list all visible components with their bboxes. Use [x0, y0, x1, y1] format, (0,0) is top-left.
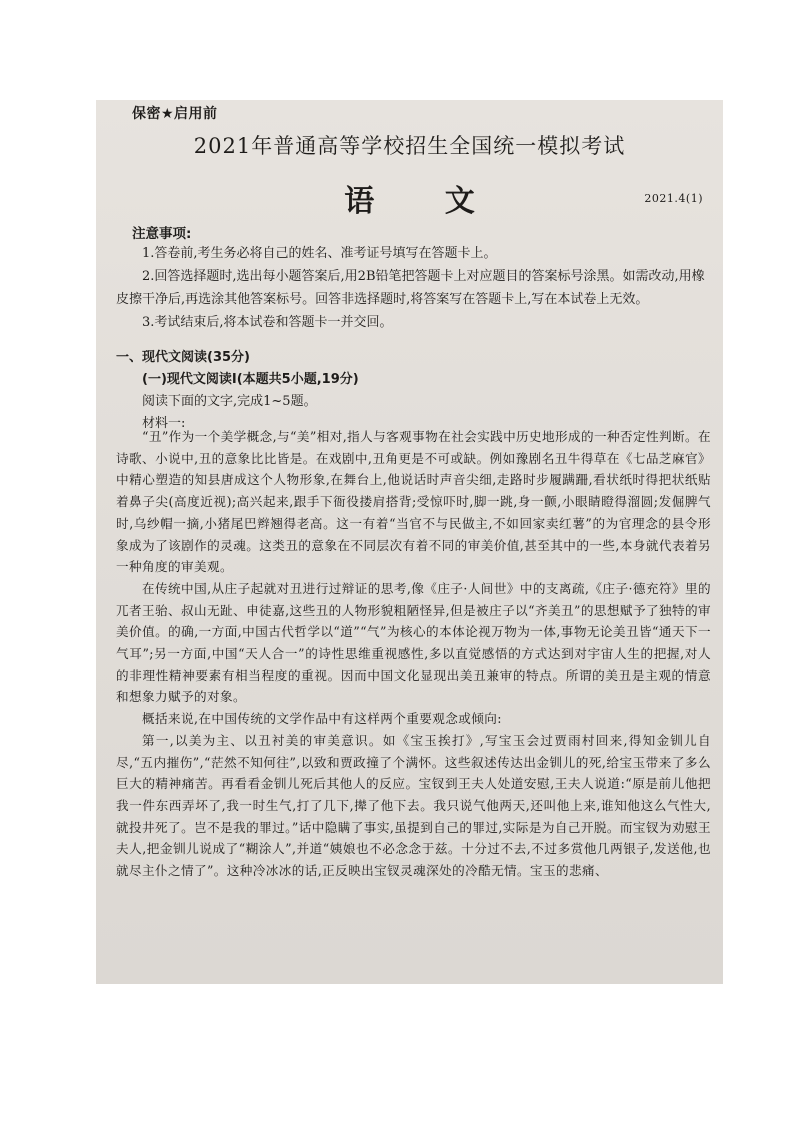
subsection-heading: (一)现代文阅读Ⅰ(本题共5小题,19分): [142, 372, 359, 387]
reading-instruction: 阅读下面的文字,完成1~5题。: [142, 394, 317, 409]
exam-date: 2021.4(1): [644, 192, 703, 205]
passage-paragraph: 第一,以美为主、以丑衬美的审美意识。如《宝玉挨打》,写宝玉会过贾雨村回来,得知金钏儿自尽,“五内摧伤”,“茫然不知何往”,以致和贾政撞了个满怀。这些叙述传达出金钏儿的死,给宝玉带来了多么巨大的精神痛苦。再看看金钏儿死后其他人的反应。宝钗到王夫人处道安慰,王夫人说道:“原是前儿他把我一件东西弄坏了,我一时生气,打了几下,撵了他下去。我只说气他两天,还叫他上来,谁知他这么气性大,就投井死了。岂不是我的罪过。”话中隐瞒了事实,虽提到自己的罪过,实际是为自己开脱。而宝钗为劝慰王夫人,把金钏儿说成了“糊涂人”,并道“姨娘也不必念念于兹。十分过不去,不过多赏他几两银子,发送他,也就尽主仆之情了”。这种冷冰冰的话,正反映出宝钗灵魂深处的冷酷无情。宝玉的悲痛、: [116, 732, 711, 879]
passage-paragraph: 概括来说,在中国传统的文学作品中有这样两个重要观念或倾向:: [142, 711, 502, 727]
confidential-label: 保密★启用前: [132, 106, 218, 122]
material-heading: 材料一:: [142, 416, 186, 431]
reading-passage: [116, 426, 711, 882]
exam-title: 2021年普通高等学校招生全国统一模拟考试: [193, 134, 626, 158]
subject-title: 语 文: [344, 184, 505, 219]
passage-paragraph: “丑”作为一个美学概念,与“美”相对,指人与客观事物在社会实践中历史地形成的一种否定性判断。在诗歌、小说中,丑的意象比比皆是。在戏剧中,丑角更是不可或缺。例如豫剧名丑牛得草在《七品芝麻官》中精心塑造的知县唐成这个人物形象,在舞台上,他说话时声音尖细,走路时步履蹒跚,看状纸时得把状纸贴着鼻子尖(高度近视);高兴起来,跟手下衙役搂肩搭背;受惊吓时,脚一跳,身一颤,小眼睛瞪得溜圆;发倔脾气时,乌纱帽一摘,小猪尾巴辫翘得老高。这一有着“当官不与民做主,不如回家卖红薯”的为官理念的县令形象成为了该剧作的灵魂。这类丑的意象在不同层次有着不同的审美价值,甚至其中的一些,本身就代表着另一种角度的审美观。: [116, 429, 711, 575]
notice-item: 2.回答选择题时,选出每小题答案后,用2B铅笔把答题卡上对应题目的答案标号涂黑。如需改动,用橡皮擦干净后,再选涂其他答案标号。回答非选择题时,将答案写在答题卡上,写在本试卷上无效。: [116, 269, 705, 307]
notice-item: 1.答卷前,考生务必将自己的姓名、准考证号填写在答题卡上。: [142, 246, 497, 261]
passage-paragraph: 在传统中国,从庄子起就对丑进行过辩证的思考,像《庄子·人间世》中的支离疏,《庄子·德充符》里的兀者王骀、叔山无趾、申徒嘉,这些丑的人物形貌粗陋怪异,但是被庄子以“齐美丑”的思想赋予了独特的审美价值。的确,一方面,中国古代哲学以“道”“气”为核心的本体论视万物为一体,事物无论美丑皆“通天下一气耳”;另一方面,中国“天人合一”的诗性思维重视感性,多以直觉感悟的方式达到对宇宙人生的把握,对人的非理性精神要素有相当程度的重视。因而中国文化显现出美丑兼审的特点。所谓的美丑是主观的情意和想象力赋予的对象。: [116, 580, 711, 705]
section-heading: 一、现代文阅读(35分): [116, 350, 250, 365]
notices-list: [116, 242, 711, 334]
notices-heading: 注意事项:: [132, 226, 192, 242]
notice-item: 3.考试结束后,将本试卷和答题卡一并交回。: [142, 315, 393, 330]
exam-page-photo: [96, 100, 723, 984]
